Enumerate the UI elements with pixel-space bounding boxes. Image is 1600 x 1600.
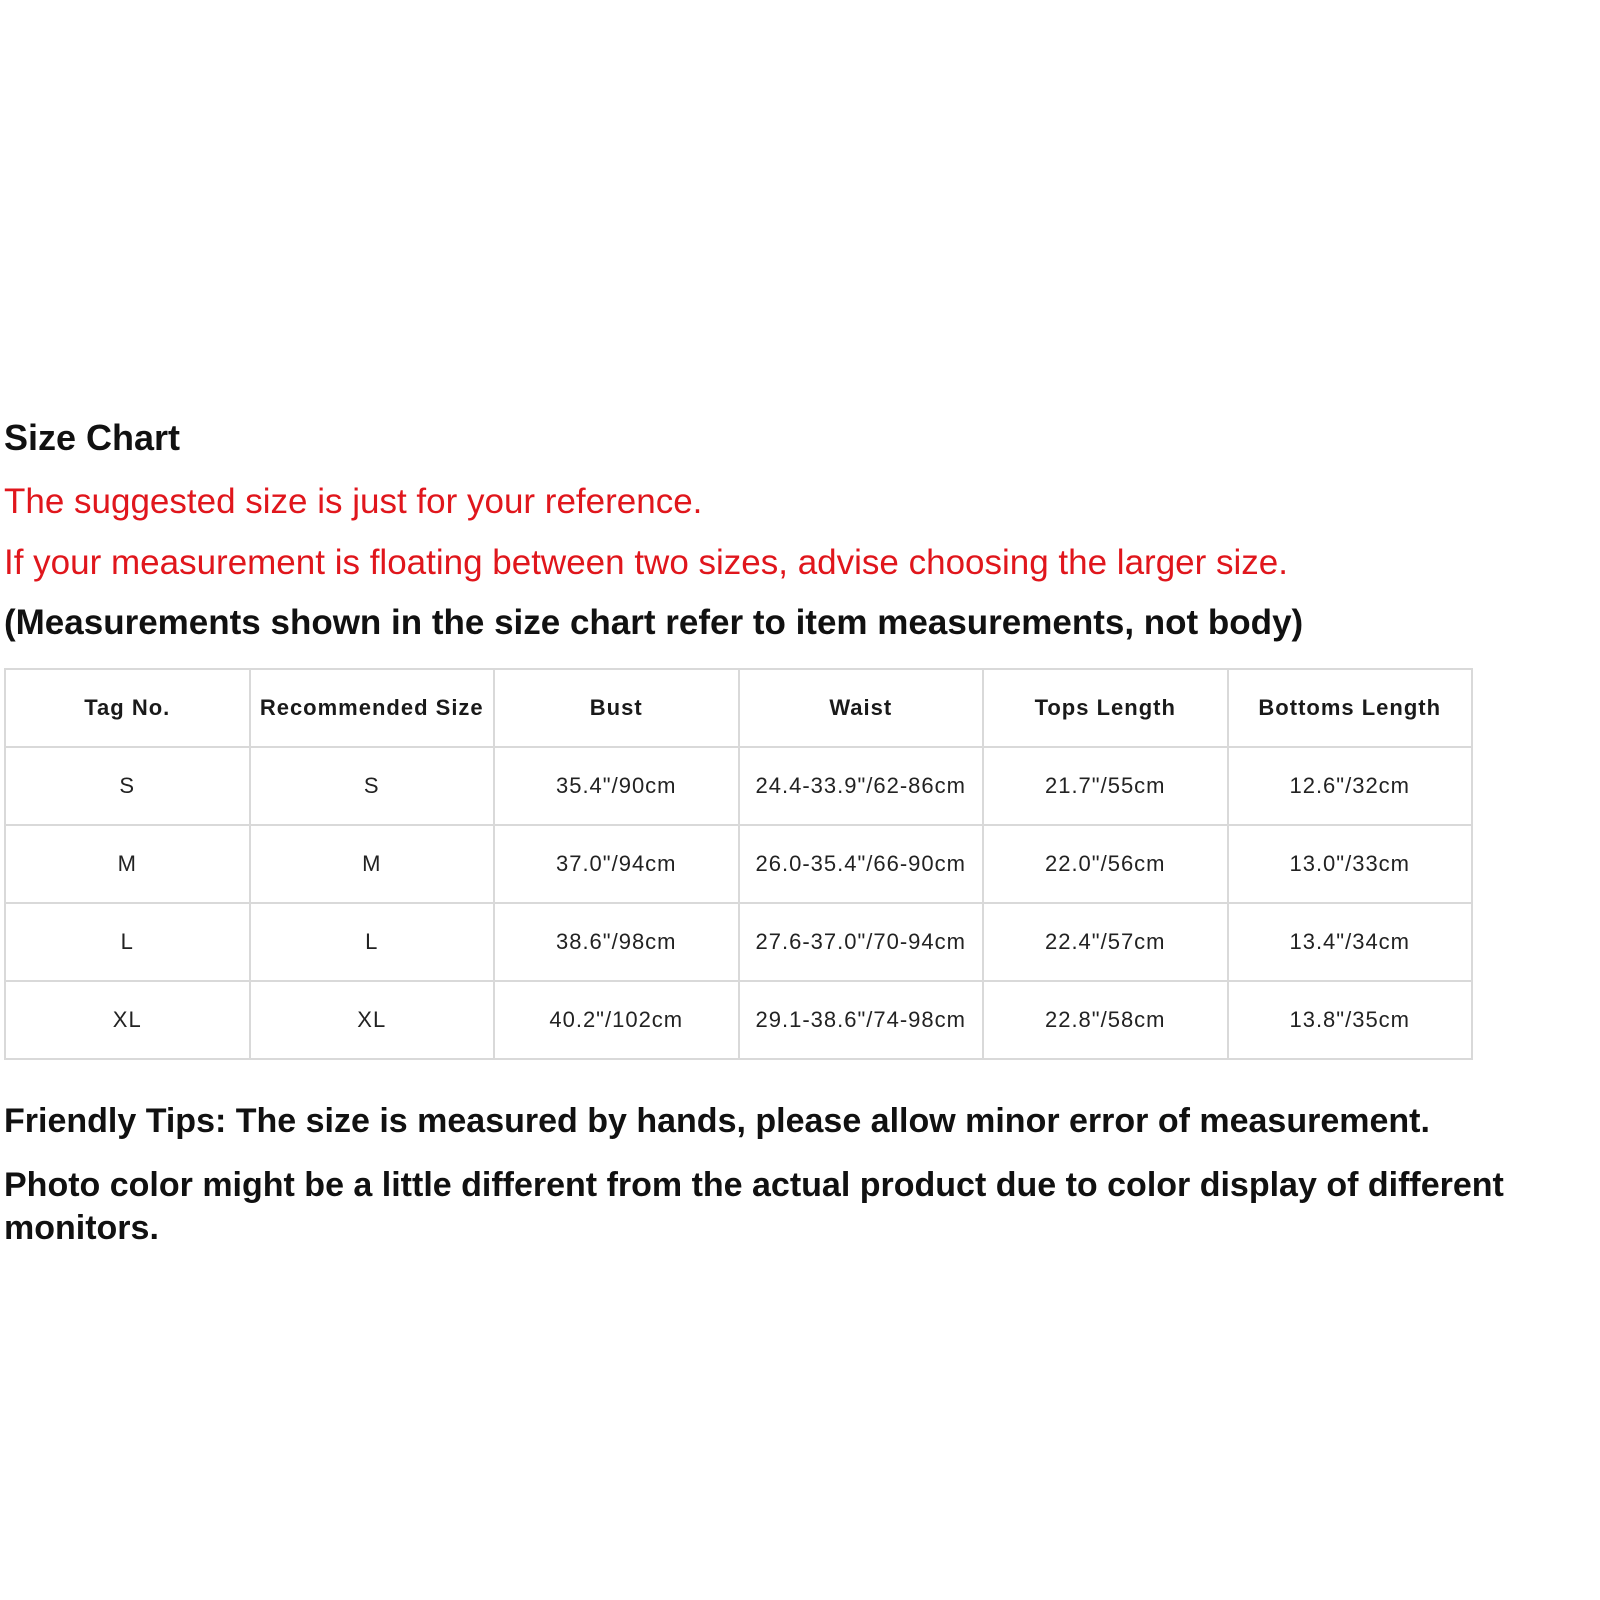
cell-tops-length: 22.0"/56cm bbox=[983, 825, 1228, 903]
cell-waist: 24.4-33.9"/62-86cm bbox=[739, 747, 984, 825]
table-row bbox=[5, 981, 1472, 1059]
friendly-tips: Friendly Tips: The size is measured by hands, please allow minor error of measurement. bbox=[4, 1102, 1430, 1140]
cell-recommended-size: S bbox=[250, 747, 495, 825]
table-header-row bbox=[5, 669, 1472, 747]
cell-bottoms-length: 12.6"/32cm bbox=[1228, 747, 1473, 825]
cell-tag-no: S bbox=[5, 747, 250, 825]
cell-tops-length: 22.8"/58cm bbox=[983, 981, 1228, 1059]
header-bottoms-length: Bottoms Length bbox=[1228, 669, 1473, 747]
cell-tag-no: M bbox=[5, 825, 250, 903]
cell-bottoms-length: 13.8"/35cm bbox=[1228, 981, 1473, 1059]
cell-bust: 37.0"/94cm bbox=[494, 825, 739, 903]
cell-waist: 27.6-37.0"/70-94cm bbox=[739, 903, 984, 981]
cell-recommended-size: M bbox=[250, 825, 495, 903]
measurement-note: (Measurements shown in the size chart refer to item measurements, not body) bbox=[4, 603, 1304, 642]
cell-bottoms-length: 13.4"/34cm bbox=[1228, 903, 1473, 981]
cell-tops-length: 21.7"/55cm bbox=[983, 747, 1228, 825]
cell-waist: 29.1-38.6"/74-98cm bbox=[739, 981, 984, 1059]
size-advice-note: If your measurement is floating between two sizes, advise choosing the larger size. bbox=[4, 543, 1288, 582]
header-recommended-size: Recommended Size bbox=[250, 669, 495, 747]
cell-bust: 35.4"/90cm bbox=[494, 747, 739, 825]
cell-recommended-size: L bbox=[250, 903, 495, 981]
page-title: Size Chart bbox=[4, 417, 181, 458]
table-row bbox=[5, 747, 1472, 825]
table-header bbox=[5, 669, 1472, 747]
table-row bbox=[5, 825, 1472, 903]
cell-waist: 26.0-35.4"/66-90cm bbox=[739, 825, 984, 903]
cell-bottoms-length: 13.0"/33cm bbox=[1228, 825, 1473, 903]
header-tag-no: Tag No. bbox=[5, 669, 250, 747]
table-row bbox=[5, 903, 1472, 981]
cell-tag-no: XL bbox=[5, 981, 250, 1059]
cell-bust: 38.6"/98cm bbox=[494, 903, 739, 981]
header-bust: Bust bbox=[494, 669, 739, 747]
cell-bust: 40.2"/102cm bbox=[494, 981, 739, 1059]
cell-recommended-size: XL bbox=[250, 981, 495, 1059]
cell-tops-length: 22.4"/57cm bbox=[983, 903, 1228, 981]
cell-tag-no: L bbox=[5, 903, 250, 981]
header-tops-length: Tops Length bbox=[983, 669, 1228, 747]
photo-color-note: Photo color might be a little different from the actual product due to color display of different monitors. bbox=[4, 1166, 1504, 1247]
table-body bbox=[5, 747, 1472, 1059]
reference-note: The suggested size is just for your reference. bbox=[4, 482, 703, 521]
header-waist: Waist bbox=[739, 669, 984, 747]
size-table bbox=[4, 668, 1473, 1060]
